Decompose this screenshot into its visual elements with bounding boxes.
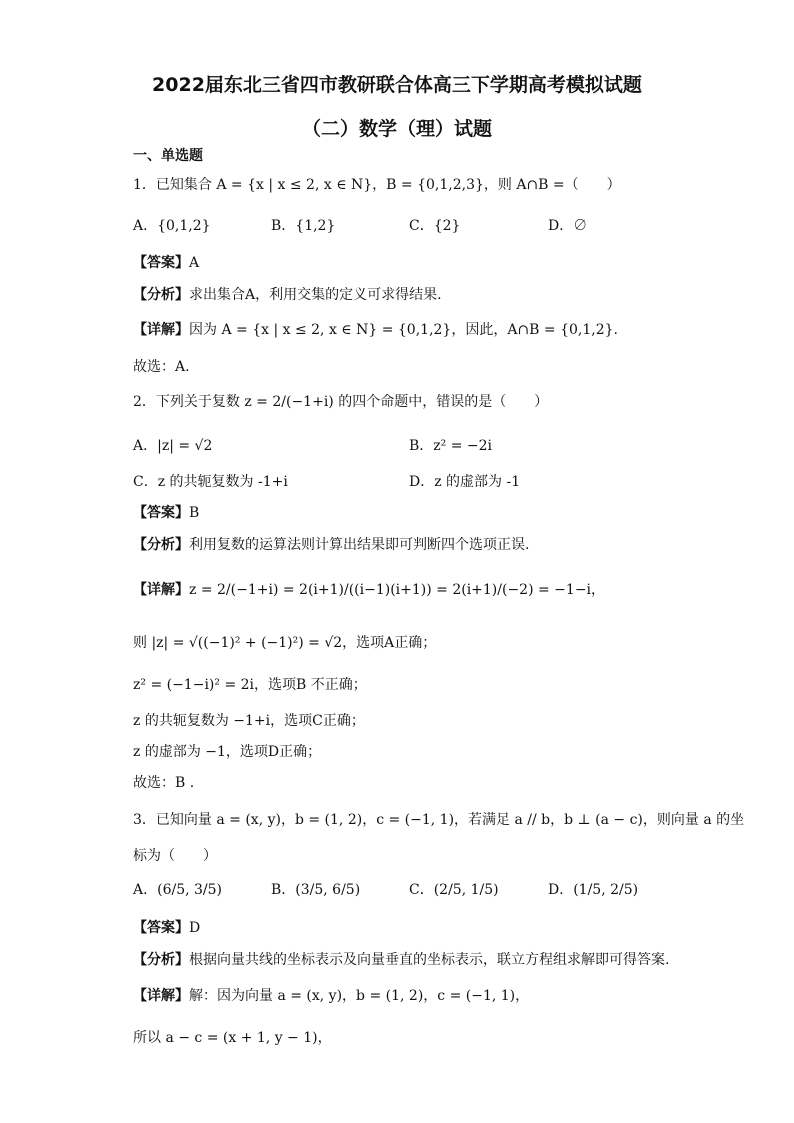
q2-step-4: z 的虚部为 −1，选项D正确；	[133, 744, 322, 760]
q2-detail: z = 2/(−1+i) = 2(i+1)/((i−1)(i+1)) = 2(i+1)/(−2) = −1−i，	[189, 582, 606, 598]
q2-option-d: D．z 的虚部为 -1	[409, 474, 521, 490]
q3-detail: 解：因为向量 a = (x, y)，b = (1, 2)，c = (−1, 1)，	[189, 988, 530, 1004]
q3-analysis: 根据向量共线的坐标表示及向量垂直的坐标表示，联立方程组求解即可得答案.	[189, 952, 670, 968]
detail-tag: 【详解】	[133, 322, 189, 338]
q3-step-1: 所以 a − c = (x + 1, y − 1)，	[133, 1030, 332, 1046]
q2-answer-line	[133, 503, 199, 523]
q3-detail-line	[133, 986, 529, 1006]
q3-analysis-line	[133, 950, 669, 970]
q3-option-a: A．(6/5, 3/5)	[133, 882, 222, 898]
q2-analysis: 利用复数的运算法则计算出结果即可判断四个选项正误.	[189, 537, 530, 553]
q1-detail-line	[133, 320, 618, 340]
q2-option-b: B．z² = −2i	[409, 438, 493, 454]
q2-conclusion: 故选：B .	[133, 775, 195, 791]
analysis-tag: 【分析】	[133, 537, 189, 553]
answer-tag: 【答案】	[133, 255, 189, 271]
q1-analysis-line	[133, 285, 442, 305]
q2-option-a: A．|z| = √2	[133, 438, 213, 454]
q2-step-2: z² = (−1−i)² = 2i，选项B 不正确；	[133, 677, 367, 693]
section-heading: 一、单选题	[133, 148, 203, 164]
q2-detail-line	[133, 580, 605, 600]
q2-stem: 2．下列关于复数 z = 2/(−1+i) 的四个命题中，错误的是（ ）	[133, 394, 549, 410]
q1-option-a: A．{0,1,2}	[133, 218, 211, 234]
document-title-line1: 2022届东北三省四市教研联合体高三下学期高考模拟试题	[152, 74, 642, 96]
q2-answer: B	[189, 505, 200, 521]
analysis-tag: 【分析】	[133, 952, 189, 968]
q2-step-3: z 的共轭复数为 −1+i，选项C正确；	[133, 713, 365, 729]
q1-option-d: D．∅	[548, 218, 588, 234]
q1-option-b: B．{1,2}	[271, 218, 336, 234]
q2-option-c: C．z 的共轭复数为 -1+i	[133, 474, 288, 490]
detail-tag: 【详解】	[133, 988, 189, 1004]
q3-stem-line1: 3．已知向量 a = (x, y)，b = (1, 2)，c = (−1, 1)，若满足 a // b，b ⊥ (a − c)，则向量 a 的坐	[133, 812, 745, 828]
q1-option-c: C．{2}	[409, 218, 461, 234]
q2-analysis-line	[133, 535, 529, 555]
q3-option-c: C．(2/5, 1/5)	[409, 882, 499, 898]
q1-conclusion: 故选：A.	[133, 359, 190, 375]
q1-detail: 因为 A = {x | x ≤ 2, x ∈ N} = {0,1,2}，因此，A∩B = {0,1,2}.	[189, 322, 618, 338]
q3-stem-line2: 标为（ ）	[133, 848, 217, 864]
detail-tag: 【详解】	[133, 582, 189, 598]
q3-option-d: D．(1/5, 2/5)	[548, 882, 639, 898]
q3-answer-line	[133, 918, 200, 938]
q1-answer-line	[133, 253, 199, 273]
answer-tag: 【答案】	[133, 505, 189, 521]
q1-answer: A	[189, 255, 200, 271]
q1-analysis: 求出集合A，利用交集的定义可求得结果.	[189, 287, 442, 303]
document-title-line2: （二）数学（理）试题	[301, 118, 492, 140]
analysis-tag: 【分析】	[133, 287, 189, 303]
answer-tag: 【答案】	[133, 920, 189, 936]
q3-option-b: B．(3/5, 6/5)	[271, 882, 361, 898]
q1-stem: 1．已知集合 A = {x | x ≤ 2, x ∈ N}，B = {0,1,2,3}，则 A∩B =（ ）	[133, 177, 621, 193]
q2-step-1: 则 |z| = √((−1)² + (−1)²) = √2，选项A正确；	[133, 635, 437, 651]
q3-answer: D	[189, 920, 201, 936]
